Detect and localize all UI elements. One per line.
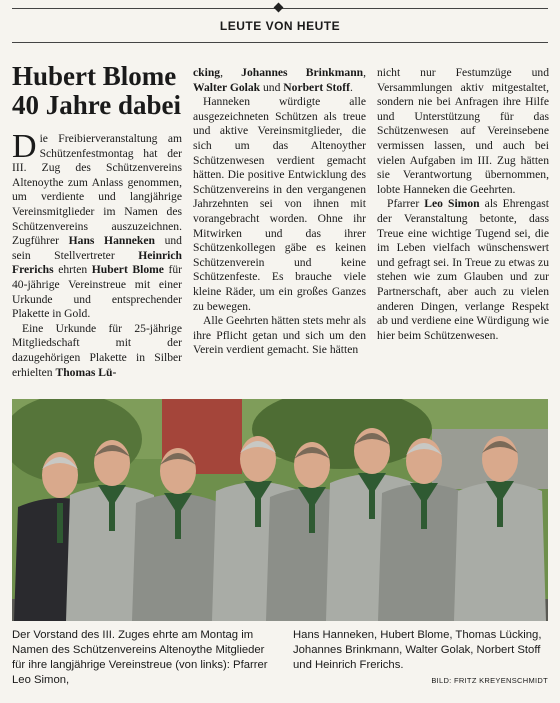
article-column-1 [12, 128, 182, 380]
article-column-2 [193, 66, 366, 358]
person-name: Thomas Lü- [55, 365, 117, 379]
section-kicker: LEUTE VON HEUTE [219, 19, 341, 33]
text: und [260, 80, 284, 94]
person-name: Johannes Brinkmann [241, 66, 364, 79]
text: als Ehrengast der Veranstaltung betonte, dass Treue eine wichtige Tugend sei, die im Leben vielfach wünschenswert und gefragt sei. In Treue zu etwas zu stehen wie zum Glauben und zur Partnerschaft, aber auch zu vielen anderen Dingen, verlange Respekt ab und verdiene eine Würdigung wie hier beim Schützenwesen. [377, 197, 549, 342]
text: Eine Urkunde für 25-jährige Mitgliedschaft mit der dazugehörigen Plakette in Silber erhielten [12, 321, 182, 379]
text: , [220, 66, 242, 79]
paragraph [193, 66, 366, 95]
text: und sein Stellvertreter [12, 234, 182, 262]
group-photo-illustration [12, 399, 548, 621]
person-name: Heinrich Frerichs [12, 248, 182, 277]
article-column-3 [377, 66, 549, 343]
text: Pfarrer [387, 197, 425, 211]
paragraph [377, 197, 549, 343]
text: . [349, 80, 353, 94]
text: ehrten [53, 263, 92, 277]
paragraph: Hanneken würdigte alle ausgezeichneten Schützen als treue und aktive Vereinsmitglieder, die sich um das Altenoyther Schützenwesen verdient gemacht hätten. Die positive Entwicklung des Schützenvereins in den vergangenen Jahrzehnten sei von ihnen mit vorangebracht worden. Ohne ihr Mitwirken und das ihrer Schützenkollegen gäbe es keinen Schützenverein und keine Schützenfeste. Es brauche viele kleine Räder, um ein großes Ganzes zu bewegen. [193, 95, 366, 313]
text: , [363, 66, 366, 79]
drop-cap: D [12, 128, 37, 165]
text: für 40-jährige Vereinstreue mit einer Urkunde und entsprechender Plakette in Gold. [12, 263, 182, 321]
kicker-rule [12, 42, 548, 43]
paragraph: nicht nur Festumzüge und Versammlungen aktiv mitgestaltet, sondern nie bei Anfragen ihre Hilfe und Unterstützung für das Schützenwesen auf Vereinsebene vermissen lassen, und auch bei vielen Aufgaben im III. Zug hätten sie Verantwortung übernommen, lobte Hanneken die Geehrten. [377, 66, 549, 196]
ornament-diamond [274, 3, 284, 13]
photo-credit: BILD: FRITZ KREYENSCHMIDT [431, 676, 548, 685]
person-name: Hubert Blome [91, 263, 164, 277]
person-name: Norbert Stoff [283, 80, 350, 94]
group-photo [12, 399, 548, 621]
person-name: cking [193, 66, 221, 79]
photo-caption-right: Hans Hanneken, Hubert Blome, Thomas Lücking, Johannes Brinkmann, Walter Golak, Norbert Stoff und Heinrich Frerichs. [293, 629, 542, 671]
article-headline: Hubert Blome 40 Jahre dabei [12, 61, 182, 120]
paragraph [12, 322, 182, 380]
paragraph [12, 128, 182, 322]
text: ie Freibierveranstaltung am Schützenfestmontag hat der III. Zug des Schützenvereins Altenoythe zum Anlass genommen, um verdiente und langjährige Vereinsmitglieder im Namen des Schützenvereins auszuzeichnen. Zugführer [12, 132, 182, 248]
paragraph: Alle Geehrten hätten stets mehr als ihre Pflicht getan und sich um den Verein verdient gemacht. Sie hätten [193, 314, 366, 357]
photo-caption-left: Der Vorstand des III. Zuges ehrte am Montag im Namen des Schützenvereins Altenoythe Mitglieder für ihre langjährige Vereinstreue (von links): Pfarrer Leo Simon, [12, 629, 268, 686]
person-name: Hans Hanneken [68, 234, 155, 248]
person-name: Leo Simon [424, 197, 480, 211]
person-name: Walter Golak [193, 80, 261, 94]
